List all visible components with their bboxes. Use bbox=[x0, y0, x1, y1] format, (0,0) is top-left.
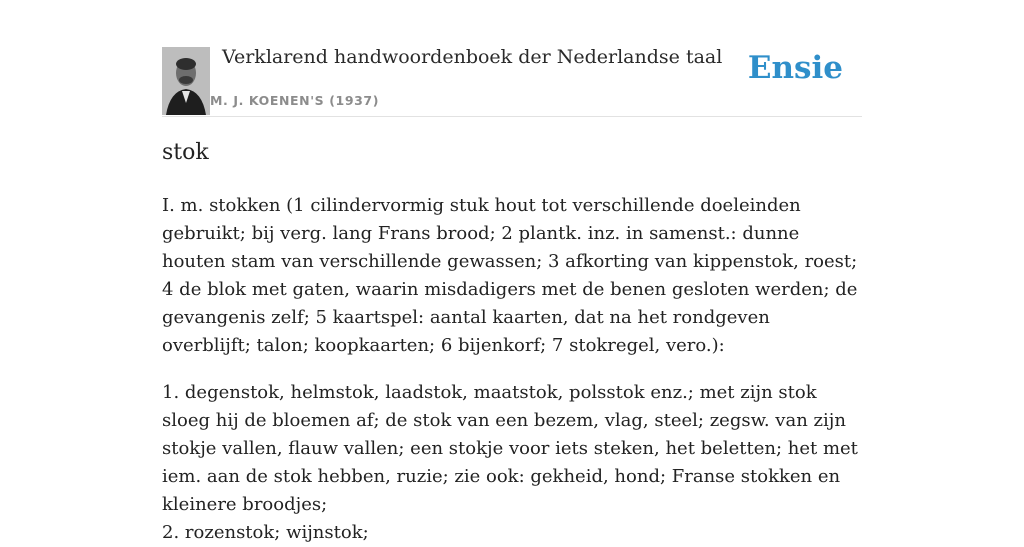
book-title: Verklarend handwoordenboek der Nederlandse taal bbox=[222, 46, 723, 68]
author-portrait-icon bbox=[162, 47, 210, 115]
headword: stok bbox=[162, 140, 209, 165]
content-column bbox=[162, 0, 862, 543]
ensie-logo-link[interactable]: Ensie bbox=[747, 50, 843, 86]
definition-sense bbox=[162, 379, 862, 547]
definition-body bbox=[162, 192, 862, 547]
sense-1: 1. degenstok, helmstok, laadstok, maatstok, polsstok enz.; met zijn stok sloeg hij de bloemen af; de stok van een bezem, vlag, steel; zegsw. van zijn stokje vallen, flauw vallen; een stokje voor iets steken, het beletten; het met iem. aan de stok hebben, ruzie; zie ook: gekheid, hond; Franse stokken en kleinere broodjes; bbox=[162, 382, 858, 515]
edition-label: M. J. KOENEN'S (1937) bbox=[210, 93, 380, 108]
definition-intro: I. m. stokken (1 cilindervormig stuk hout tot verschillende doeleinden gebruikt; bij verg. lang Frans brood; 2 plantk. inz. in samenst.: dunne houten stam van verschillende gewassen; 3 afkorting van kippenstok, roest; 4 de blok met gaten, waarin misdadigers met de benen gesloten werden; de gevangenis zelf; 5 kaartspel: aantal kaarten, dat na het rondgeven overblijft; talon; koopkaarten; 6 bijenkorf; 7 stokregel, vero.): bbox=[162, 195, 858, 356]
sense-2: 2. rozenstok; wijnstok; bbox=[162, 522, 369, 543]
header bbox=[162, 0, 862, 117]
